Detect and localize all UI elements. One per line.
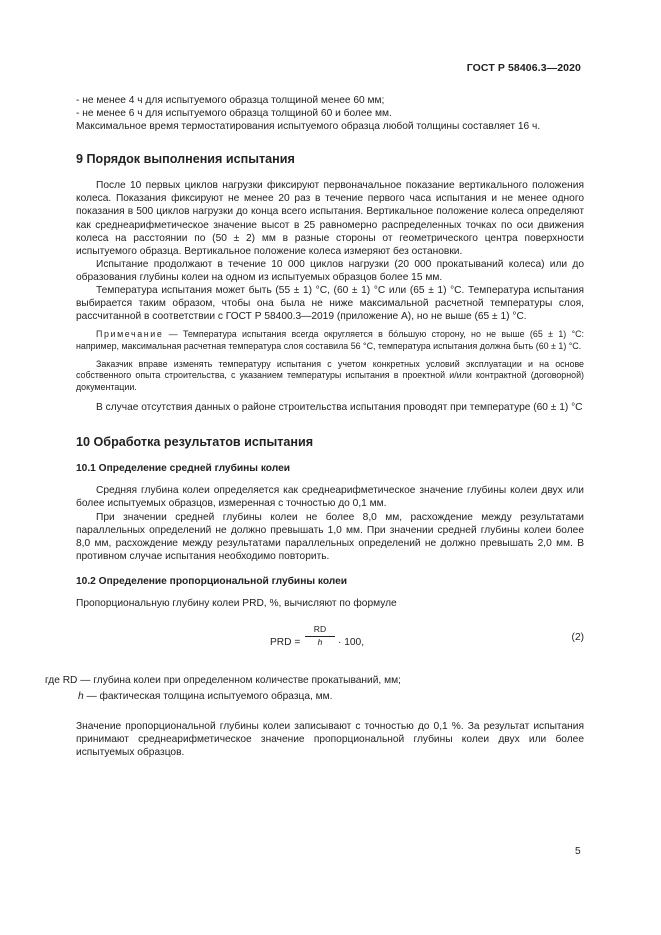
formula-fraction <box>305 624 335 648</box>
subsection-10-1-paragraph-1: Средняя глубина колеи определяется как среднеарифметическое значение глубины колеи двух или более испытуемых образцов, измеренная с точностью до 0,1 мм. <box>76 485 584 510</box>
page-content <box>45 94 584 760</box>
formula-numerator: RD <box>305 624 335 637</box>
section-9-paragraph-3: Температура испытания может быть (55 ± 1) °С, (60 ± 1) °С или (65 ± 1) °С. Температура испытания выбирается таким образом, чтобы она была не ниже максимальной расчетной температуры слоя, рассчитанной в соответствии с ГОСТ Р 58400.3—2019 (приложение А), но не выше (65 ± 1) °С. <box>76 285 584 323</box>
formula-2 <box>76 620 584 664</box>
final-paragraph: Значение пропорциональной глубины колеи записывают с точностью до 0,1 %. За результат испытания принимают среднеарифметическое значение пропорциональной глубины колеи двух или более испытуемых образцов. <box>76 721 584 759</box>
where-line-2 <box>76 690 584 703</box>
where-line-2-text: — фактическая толщина испытуемого образца, мм. <box>83 691 333 703</box>
formula-number: (2) <box>571 632 584 644</box>
where-variable-h: h <box>78 691 84 703</box>
note-label: Примечание <box>96 329 164 340</box>
standard-header: ГОСТ Р 58406.3—2020 <box>466 62 581 74</box>
where-line-1: где RD — глубина колеи при определенном количестве прокатываний, мм; <box>45 675 401 687</box>
formula-rest: · 100, <box>338 637 365 649</box>
subsection-10-1-title: 10.1 Определение средней глубины колеи <box>76 463 291 475</box>
page-number: 5 <box>575 846 581 857</box>
list-item: - не менее 4 ч для испытуемого образца толщиной менее 60 мм; <box>76 95 385 106</box>
section-9-paragraph-4: В случае отсутствия данных о районе строительства испытания проводят при температуре (60 ± 1) °С <box>96 402 583 414</box>
customer-note: Заказчик вправе изменять температуру испытания с учетом конкретных условий эксплуатации и на основе собственного опыта строительства, с указанием температуры испытания в проектной и/или контрактной (договорной) документации. <box>76 358 584 392</box>
formula-denominator: h <box>317 637 323 648</box>
section-9-title: 9 Порядок выполнения испытания <box>76 152 295 167</box>
section-9-paragraph-1: После 10 первых циклов нагрузки фиксируют первоначальное показание вертикального положения колеса. Показания фиксируют не менее 20 раз в течение первого часа испытания и не менее одного показания в 500 циклов нагрузки до конца всего испытания. Вертикальное положение колеса определяют как среднеарифметическое значение высот в 25 равномерно распределенных точках по оси движения колеса на расстоянии по (50 ± 2) мм в разные стороны от геометрического центра поверхности испытуемого образца. Вертикальное положение колеса измеряют без остановки. <box>76 180 584 257</box>
list-item: - не менее 6 ч для испытуемого образца толщиной 60 и более мм. <box>76 108 392 120</box>
subsection-10-2-paragraph-1: Пропорциональную глубину колеи PRD, %, вычисляют по формуле <box>76 597 397 609</box>
subsection-10-2-title: 10.2 Определение пропорциональной глубины колеи <box>76 575 348 587</box>
note <box>76 329 584 352</box>
paragraph-max-time: Максимальное время термостатирования испытуемого образца любой толщины составляет 16 ч. <box>76 121 541 133</box>
section-10-title: 10 Обработка результатов испытания <box>76 435 314 450</box>
subsection-10-1-paragraph-2: При значении средней глубины колеи не более 8,0 мм, расхождение между результатами параллельных определений не должно превышать 1,0 мм. При значении средней глубины колеи более 8,0 мм, расхождение между результатами параллельных определений не должно превышать 2,0 мм. В противном случае испытания необходимо повторить. <box>76 511 584 562</box>
note-text: — Температура испытания всегда округляется в бо́льшую сторону, но не выше (65 ± 1) °С: например, максимальная расчетная температура слоя составила 56 °С, температура испытания должна быть (60 ± 1) °С. <box>76 329 584 351</box>
section-9-paragraph-2: Испытание продолжают в течение 10 000 циклов нагрузки (20 000 прокатываний колеса) или до образования глубины колеи на одном из испытуемых образцов более 15 мм. <box>76 258 584 283</box>
formula-lhs: PRD = <box>270 637 301 649</box>
